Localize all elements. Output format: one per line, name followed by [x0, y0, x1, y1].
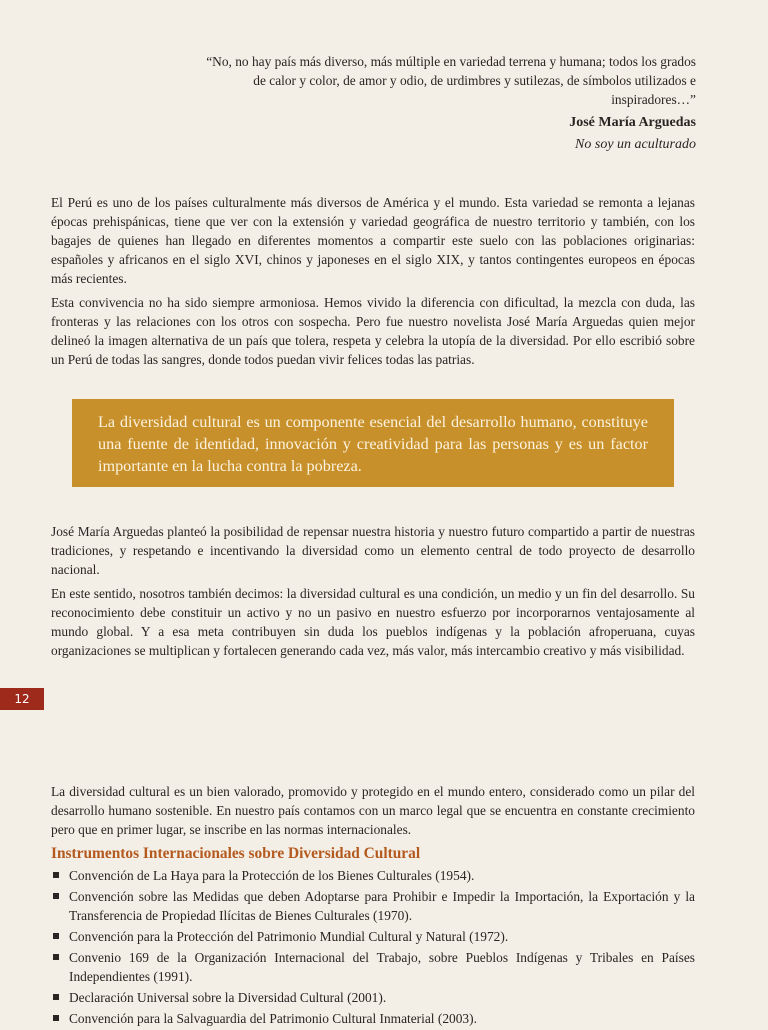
section-title: Instrumentos Internacionales sobre Diversidad Cultural: [51, 845, 421, 862]
list-item: Convención para la Protección del Patrimonio Mundial Cultural y Natural (1972).: [51, 927, 695, 946]
paragraph-arguedas: José María Arguedas planteó la posibilidad de repensar nuestra historia y nuestro futuro compartido a partir de nuestras tradiciones, y respetando e incentivando la diversidad como un elemento central de todo proyecto de desarrollo nacional.: [51, 524, 695, 577]
list-item: Convenio 169 de la Organización Internacional del Trabajo, sobre Pueblos Indígenas y Tribales en Países Independientes (1991).: [51, 948, 695, 986]
paragraph-legal-framework: La diversidad cultural es un bien valorado, promovido y protegido en el mundo entero, considerado como un pilar del desarrollo humano sostenible. En nuestro país contamos con un marco legal que se encuentra en constante crecimiento pero que en primer lugar, se inscribe en las normas internacionales.: [51, 784, 695, 837]
epigraph-author: José María Arguedas: [569, 115, 696, 130]
list-item: Declaración Universal sobre la Diversidad Cultural (2001).: [51, 988, 695, 1007]
paragraph-peru-diversity: El Perú es uno de los países culturalmente más diversos de América y el mundo. Esta variedad se remonta a lejanas épocas prehispánicas, tiene que ver con la extensión y variedad geográfica de nuestro territorio y también, con los bagajes de quienes han llegado en diferentes momentos a compartir este suelo con las poblaciones originarias: españoles y africanos en el siglo XVI, chinos y japoneses en el siglo XIX, y tantos contingentes europeos en épocas más recientes.: [51, 195, 695, 286]
list-item: Convención de La Haya para la Protección de los Bienes Culturales (1954).: [51, 866, 695, 885]
square-bullet-icon: [53, 994, 59, 1000]
list-item: Convención para la Salvaguardia del Patrimonio Cultural Inmaterial (2003).: [51, 1009, 695, 1028]
paragraph-development: En este sentido, nosotros también decimos: la diversidad cultural es una condición, un medio y un fin del desarrollo. Su reconocimiento debe constituir un activo y no un pasivo en nuestro esfuerzo por incorporarnos ventajosamente al mundo global. Y a esa meta contribuyen sin duda los pueblos indígenas y la población afroperuana, cuyas organizaciones se multiplican y fortalecen generando cada vez, más valor, más intercambio creativo y más visibilidad.: [51, 586, 695, 658]
epigraph-source: No soy un aculturado: [575, 137, 696, 152]
paragraph-coexistence: Esta convivencia no ha sido siempre armoniosa. Hemos vivido la diferencia con dificultad, la mezcla con duda, las fronteras y las relaciones con los otros con sospecha. Pero fue nuestro novelista José María Arguedas quien mejor delineó la imagen alternativa de un país que tolera, respeta y celebra la utopía de la diversidad. Por ello escribió sobre un Perú de todas las sangres, donde todos puedan vivir felices todas las patrias.: [51, 295, 695, 367]
square-bullet-icon: [53, 872, 59, 878]
list-item: Convención sobre las Medidas que deben Adoptarse para Prohibir e Impedir la Importación, la Exportación y la Transferencia de Propiedad Ilícitas de Bienes Culturales (1970).: [51, 887, 695, 925]
square-bullet-icon: [53, 933, 59, 939]
epigraph: [196, 52, 696, 154]
square-bullet-icon: [53, 1015, 59, 1021]
highlight-callout: La diversidad cultural es un componente esencial del desarrollo humano, constituye una fuente de identidad, innovación y creatividad para las personas y es un factor importante en la lucha contra la pobreza.: [72, 399, 674, 487]
page-number-tab: 12: [0, 688, 44, 710]
epigraph-text: “No, no hay país más diverso, más múltiple en variedad terrena y humana; todos los grados de calor y color, de amor y odio, de urdimbres y sutilezas, de símbolos utilizados e inspiradores…”: [206, 54, 696, 107]
square-bullet-icon: [53, 954, 59, 960]
square-bullet-icon: [53, 893, 59, 899]
instruments-list: [51, 866, 695, 1030]
